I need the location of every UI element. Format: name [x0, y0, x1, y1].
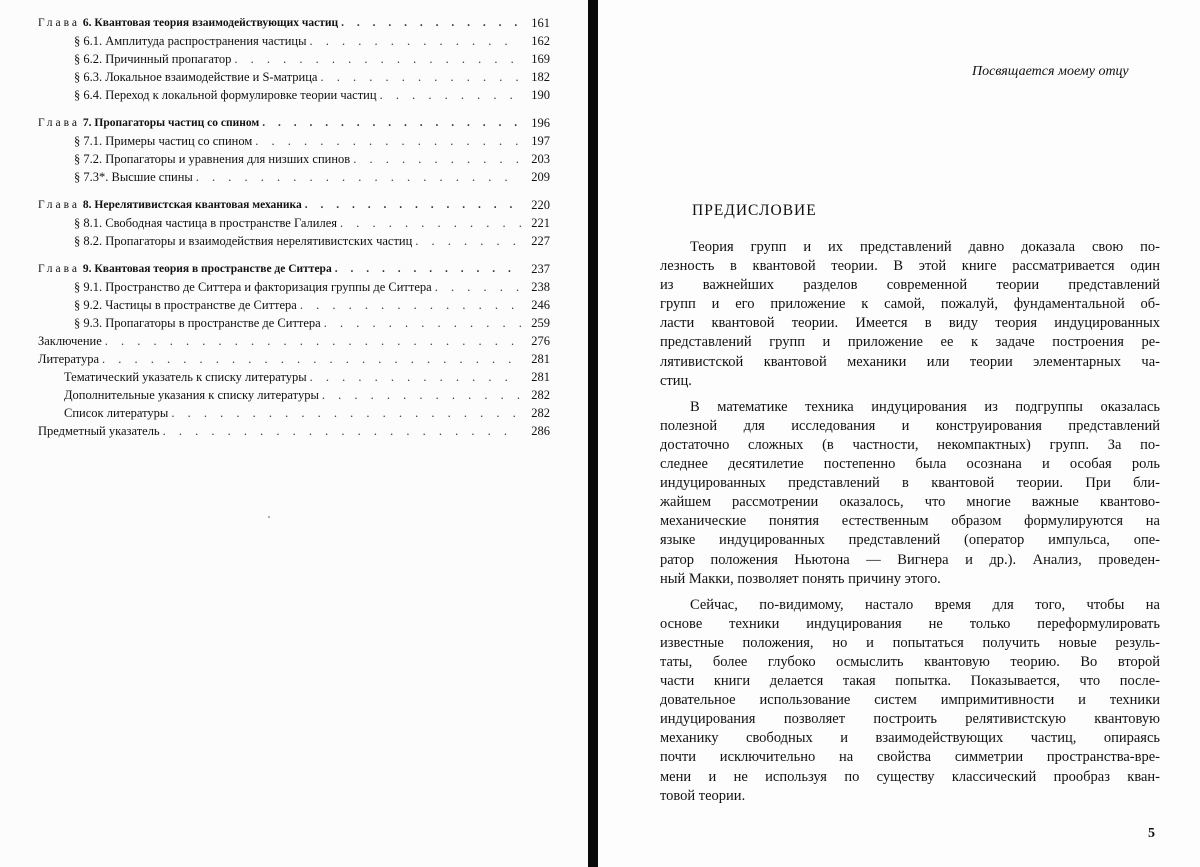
- toc-entry-section: [38, 150, 550, 168]
- toc-leader-dots: [324, 314, 521, 332]
- text-line: почти исключительно на свойства симметрии пространства-вре-: [660, 749, 1160, 766]
- toc-entry-top: [38, 422, 550, 440]
- toc-entry-title: § 9.1. Пространство де Ситтера и факторизация группы де Ситтера: [74, 280, 432, 294]
- toc-leader-dots: [196, 168, 521, 186]
- text-line: Теория групп и их представлений давно доказала свою по-: [690, 239, 1160, 255]
- toc-entry-section: [38, 86, 550, 104]
- preface-paragraph: [660, 398, 1160, 589]
- toc-page-number: 259: [531, 316, 550, 330]
- toc-page-number: 221: [531, 216, 550, 230]
- toc-gap: [38, 186, 550, 196]
- chapter-title: Пропагаторы частиц со спином: [94, 117, 260, 129]
- toc-entry-chapter: [38, 14, 550, 32]
- text-line: из важнейших разделов современной теории представлений: [660, 277, 1160, 294]
- toc-entry-title: Глава 9. Квантовая теория в пространстве де Ситтера: [38, 263, 332, 275]
- toc-entry-sub: [38, 368, 550, 386]
- toc-entry-top: [38, 350, 550, 368]
- toc-page-number: 196: [531, 116, 550, 130]
- text-line: таты, более глубоко осмыслить квантовую теорию. Во второй: [660, 653, 1160, 670]
- toc-page-number: 246: [531, 298, 550, 312]
- toc-entry-section: [38, 32, 550, 50]
- chapter-word: Глава: [38, 263, 81, 275]
- chapter-title: Квантовая теория в пространстве де Ситтера: [94, 263, 332, 275]
- toc-page-number: 203: [531, 152, 550, 166]
- text-line: стиц.: [660, 372, 692, 389]
- chapter-word: Глава: [38, 17, 81, 29]
- text-line: лятивистской квантовой механики или теории элементарных ча-: [660, 353, 1160, 370]
- toc-entry-chapter: [38, 260, 550, 278]
- text-line: основе техники индуцирования не только переформулировать: [660, 615, 1160, 632]
- text-line: ратор положения Ньютона — Вигнера и др.). Анализ, проведен-: [660, 551, 1160, 568]
- text-line: известные положения, но и попытаться получить новые резуль-: [660, 634, 1160, 651]
- toc-leader-dots: [310, 32, 521, 50]
- dedication: Посвящается моему отцу: [972, 64, 1129, 79]
- left-page: [0, 0, 590, 867]
- toc-leader-dots: [435, 278, 521, 296]
- preface-body: [660, 238, 1160, 806]
- toc-entry-section: [38, 168, 550, 186]
- toc-leader-dots: [322, 386, 521, 404]
- text-line: следнее десятилетие постепенно была осознана и особая роль: [660, 456, 1160, 473]
- toc-entry-section: [38, 50, 550, 68]
- book-spine: [588, 0, 598, 867]
- toc-leader-dots: [171, 404, 521, 422]
- toc-page-number: 281: [531, 352, 550, 366]
- toc-entry-sub: [38, 386, 550, 404]
- toc-page-number: 276: [531, 334, 550, 348]
- toc-entry-section: [38, 278, 550, 296]
- toc-entry-title: Предметный указатель: [38, 424, 160, 438]
- toc-page-number: 282: [531, 406, 550, 420]
- text-line: индуцирования позволяет построить релятивистскую квантовую: [660, 711, 1160, 728]
- text-line: лезность в квантовой теории. В этой книге рассматривается один: [660, 258, 1160, 275]
- text-line: полезной для исследования и конструирования представлений: [660, 417, 1160, 434]
- toc-entry-title: § 6.3. Локальное взаимодействие и S-матрица: [74, 70, 318, 84]
- toc-page-number: 237: [531, 262, 550, 276]
- text-line: представлений групп и приложение ее к задаче построения ре-: [660, 334, 1160, 351]
- toc-page-number: 227: [531, 234, 550, 248]
- toc-entry-title: § 7.1. Примеры частиц со спином: [74, 134, 253, 148]
- toc-gap: [38, 250, 550, 260]
- toc-entry-title: Дополнительные указания к списку литературы: [64, 388, 319, 402]
- toc-page-number: 209: [531, 170, 550, 184]
- toc-page-number: 162: [531, 34, 550, 48]
- preface-paragraph: [660, 238, 1160, 391]
- toc-entry-title: § 6.1. Амплитуда распространения частицы: [74, 34, 307, 48]
- toc-entry-title: Глава 6. Квантовая теория взаимодействующих частиц: [38, 17, 339, 29]
- toc-page-number: 286: [531, 424, 550, 438]
- toc-leader-dots: [335, 260, 521, 278]
- toc-entry-chapter: [38, 196, 550, 214]
- toc-leader-dots: [234, 50, 521, 68]
- preface-paragraph: [660, 596, 1160, 806]
- toc-leader-dots: [300, 296, 521, 314]
- toc-leader-dots: [305, 196, 521, 214]
- toc-page-number: 220: [531, 198, 550, 212]
- text-line: индуцированных представлений в квантовой теории. При бли-: [660, 475, 1160, 492]
- text-line: мени и не используя по существу классический прообраз кван-: [660, 768, 1160, 785]
- toc-leader-dots: [320, 68, 521, 86]
- toc-entry-title: Глава 8. Нерелятивистская квантовая механика: [38, 199, 302, 211]
- toc-leader-dots: [310, 368, 521, 386]
- table-of-contents: [38, 14, 550, 440]
- toc-entry-section: [38, 314, 550, 332]
- text-line: Сейчас, по-видимому, настало время для того, чтобы на: [690, 596, 1160, 613]
- toc-page-number: 238: [531, 280, 550, 294]
- text-line: довательное использование систем импримитивности и техники: [660, 692, 1160, 709]
- toc-leader-dots: [353, 150, 521, 168]
- toc-entry-section: [38, 232, 550, 250]
- toc-page-number: 161: [531, 16, 550, 30]
- toc-entry-title: § 9.3. Пропагаторы в пространстве де Ситтера: [74, 316, 321, 330]
- toc-page-number: 190: [531, 88, 550, 102]
- toc-gap: [38, 104, 550, 114]
- toc-leader-dots: [105, 332, 521, 350]
- toc-entry-title: § 6.2. Причинный пропагатор: [74, 52, 232, 66]
- toc-entry-title: Список литературы: [64, 406, 169, 420]
- chapter-title: Нерелятивистская квантовая механика: [94, 199, 302, 211]
- toc-entry-title: Заключение: [38, 334, 102, 348]
- chapter-title: Квантовая теория взаимодействующих частиц: [94, 17, 339, 29]
- toc-entry-section: [38, 214, 550, 232]
- text-line: ласти квантовой теории. Имеется в виду теория индуцированных: [660, 315, 1160, 332]
- toc-entry-sub: [38, 404, 550, 422]
- toc-entry-section: [38, 68, 550, 86]
- toc-entry-section: [38, 296, 550, 314]
- toc-entry-title: Глава 7. Пропагаторы частиц со спином: [38, 117, 260, 129]
- toc-page-number: 281: [531, 370, 550, 384]
- text-line: ный Макки, позволяет понять причину этого.: [660, 570, 941, 587]
- text-line: достаточно сложных (в частности, некомпактных) групп. За по-: [660, 436, 1160, 453]
- toc-page-number: 282: [531, 388, 550, 402]
- toc-entry-title: § 9.2. Частицы в пространстве де Ситтера: [74, 298, 297, 312]
- text-line: части книги делается такая попытка. Показывается, что после-: [660, 673, 1160, 690]
- toc-entry-top: [38, 332, 550, 350]
- toc-entry-title: § 7.3*. Высшие спины: [74, 170, 193, 184]
- toc-entry-title: Литература: [38, 352, 99, 366]
- page-number: 5: [1148, 826, 1155, 841]
- toc-entry-title: Тематический указатель к списку литературы: [64, 370, 307, 384]
- text-line: жайшем рассмотрении оказалось, что многие важные квантово-: [660, 494, 1160, 511]
- toc-leader-dots: [262, 114, 521, 132]
- toc-page-number: 182: [531, 70, 550, 84]
- toc-leader-dots: [163, 422, 521, 440]
- preface-title: ПРЕДИСЛОВИЕ: [692, 202, 817, 219]
- text-line: механику свободных и взаимодействующих частиц, опираясь: [660, 730, 1160, 747]
- paragraph-gap: [660, 391, 1160, 398]
- toc-entry-title: § 8.1. Свободная частица в пространстве Галилея: [74, 216, 338, 230]
- paragraph-gap: [660, 589, 1160, 596]
- toc-entry-title: § 8.2. Пропагаторы и взаимодействия нерелятивистских частиц: [74, 234, 413, 248]
- chapter-word: Глава: [38, 117, 81, 129]
- text-line: В математике техника индуцирования из подгруппы оказалась: [690, 398, 1160, 415]
- toc-entry-title: § 7.2. Пропагаторы и уравнения для низших спинов: [74, 152, 351, 166]
- text-line: механические понятия естественным образом формулируются на: [660, 513, 1160, 530]
- toc-leader-dots: [255, 132, 521, 150]
- toc-entry-section: [38, 132, 550, 150]
- text-line: групп и его приложение к самой, пожалуй, фундаментальной об-: [660, 296, 1160, 313]
- toc-leader-dots: [380, 86, 521, 104]
- toc-leader-dots: [341, 14, 521, 32]
- toc-page-number: 197: [531, 134, 550, 148]
- toc-leader-dots: [415, 232, 521, 250]
- toc-entry-title: § 6.4. Переход к локальной формулировке теории частиц: [74, 88, 377, 102]
- chapter-word: Глава: [38, 199, 81, 211]
- toc-entry-chapter: [38, 114, 550, 132]
- text-line: товой теории.: [660, 787, 746, 804]
- text-line: языке индуцированных представлений (оператор импульса, опе-: [660, 532, 1160, 549]
- paper-speck: [268, 516, 270, 518]
- toc-leader-dots: [102, 350, 521, 368]
- toc-leader-dots: [340, 214, 521, 232]
- toc-page-number: 169: [531, 52, 550, 66]
